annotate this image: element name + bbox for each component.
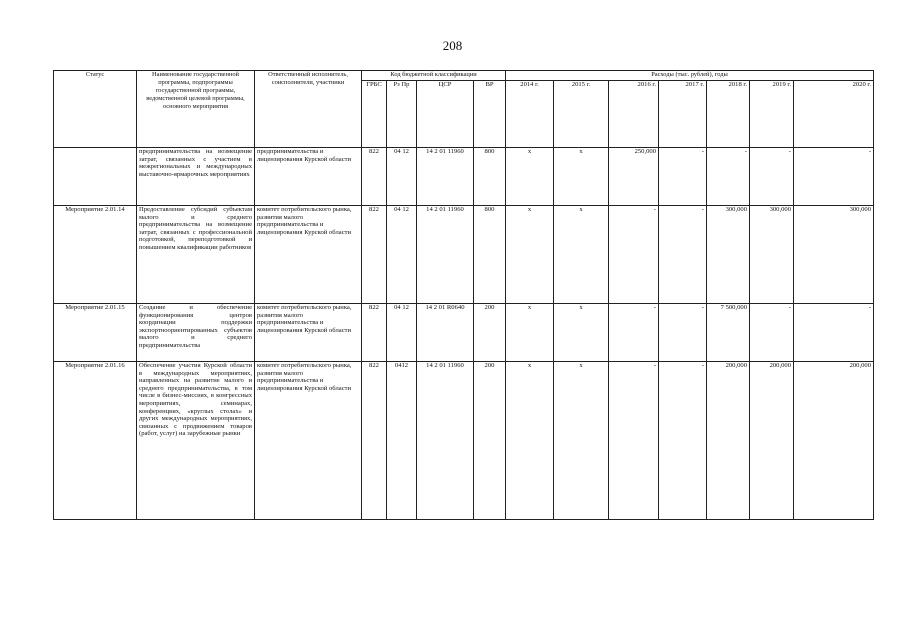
header-expenses-group: Расходы (тыс. рублей), годы [506,71,874,81]
row-2019: - [750,148,794,206]
row-2017: - [659,206,707,304]
row-vr: 800 [474,148,506,206]
header-name: Наименование государственной программы, подпрограммы государственной программы, ведомственной целевой программы, основного мероприятия [137,71,255,148]
header-grbs: ГРБС [362,81,387,148]
row-2020: 300,000 [794,206,874,304]
row-2017: - [659,148,707,206]
header-responsible: Ответственный исполнитель, соисполнители, участники [255,71,362,148]
row-2015: x [554,304,609,362]
row-status [54,148,137,206]
row-rzpr: 0412 [387,362,417,520]
row-2020: - [794,148,874,206]
row-status: Мероприятие 2.01.16 [54,362,137,520]
row-vr: 200 [474,304,506,362]
row-2019: 300,000 [750,206,794,304]
row-csr: 14 2 01 11960 [417,206,474,304]
row-responsible: комитет потребительского рынка, развития малого предпринимательства и лицензирования Курской области [255,304,362,362]
row-vr: 200 [474,362,506,520]
row-2018: 200,000 [707,362,750,520]
table-row [54,148,874,206]
row-name: предпринимательства на возмещение затрат, связанных с участием в межрегиональных и международных выставочно-ярмарочных мероприятиях [137,148,255,206]
row-2018: 300,000 [707,206,750,304]
header-budget-code-group: Код бюджетной классификации [362,71,506,81]
header-vr: ВР [474,81,506,148]
header-year-2015: 2015 г. [554,81,609,148]
header-row-1 [54,71,874,81]
row-csr: 14 2 01 11960 [417,362,474,520]
row-name: Создание и обеспечение функционирования центров координации поддержки экспортноориентированных субъектов малого и среднего предпринимательства [137,304,255,362]
row-2014: x [506,148,554,206]
row-rzpr: 04 12 [387,206,417,304]
page-number: 208 [442,38,463,53]
row-2016: - [609,304,659,362]
row-grbs: 822 [362,148,387,206]
row-name: Предоставление субсидий субъектам малого и среднего предпринимательства на возмещение затрат, связанных с профессиональной подготовкой, переподготовкой и повышением квалификации работников [137,206,255,304]
budget-table [53,70,874,520]
row-responsible: предпринимательства и лицензирования Курской области [255,148,362,206]
row-2018: - [707,148,750,206]
row-2017: - [659,362,707,520]
row-status: Мероприятие 2.01.15 [54,304,137,362]
header-year-2019: 2019 г. [750,81,794,148]
row-2020: 200,000 [794,362,874,520]
header-year-2017: 2017 г. [659,81,707,148]
table-row [54,362,874,520]
header-rzpr: Рз Пр [387,81,417,148]
row-2018: 7 500,000 [707,304,750,362]
row-responsible: комитет потребительского рынка, развития малого предпринимательства и лицензирования Курской области [255,206,362,304]
row-responsible: комитет потребительского рынка, развития малого предпринимательства и лицензирования Курской области [255,362,362,520]
header-year-2018: 2018 г. [707,81,750,148]
header-status: Статус [54,71,137,148]
row-name: Обеспечение участия Курской области в международных мероприятиях, направленных на развитие малого и среднего предпринимательства, в том числе в бизнес-миссиях, в конгрессных мероприятиях, семинарах, конференциях, «круглых столах» и других международных мероприятиях, связанных с продвижением товаров (работ, услуг) на зарубежные рынки [137,362,255,520]
row-2015: x [554,206,609,304]
row-2016: - [609,362,659,520]
row-2017: - [659,304,707,362]
row-rzpr: 04 12 [387,304,417,362]
row-status: Мероприятие 2.01.14 [54,206,137,304]
table-row [54,304,874,362]
header-year-2016: 2016 г. [609,81,659,148]
row-rzpr: 04 12 [387,148,417,206]
header-year-2020: 2020 г. [794,81,874,148]
row-2014: x [506,362,554,520]
row-2019: - [750,304,794,362]
row-2016: 250,000 [609,148,659,206]
header-csr: ЦСР [417,81,474,148]
row-2014: x [506,206,554,304]
row-csr: 14 2 01 11960 [417,148,474,206]
row-2015: x [554,362,609,520]
row-csr: 14 2 01 R0640 [417,304,474,362]
row-2014: x [506,304,554,362]
table-row [54,206,874,304]
row-2020: - [794,304,874,362]
row-grbs: 822 [362,362,387,520]
row-2015: x [554,148,609,206]
row-grbs: 822 [362,304,387,362]
row-grbs: 822 [362,206,387,304]
row-2019: 200,000 [750,362,794,520]
header-year-2014: 2014 г. [506,81,554,148]
row-2016: - [609,206,659,304]
row-vr: 800 [474,206,506,304]
